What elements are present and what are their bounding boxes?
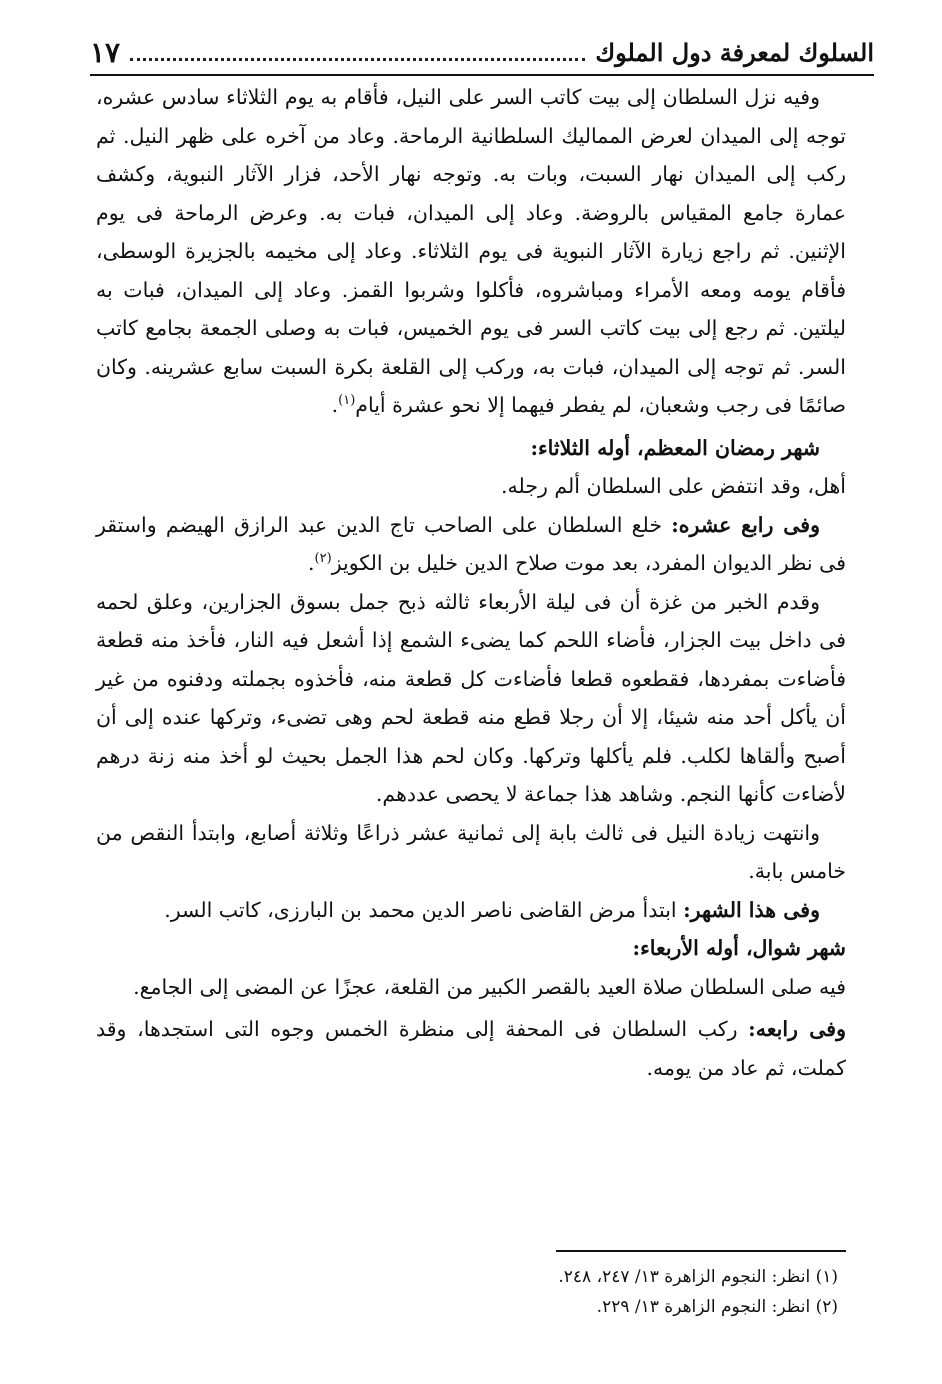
running-header: [90, 30, 874, 76]
section-heading: [96, 929, 846, 968]
paragraph-text: وفيه نزل السلطان إلى بيت كاتب السر على النيل، فأقام به يوم الثلاثاء سادس عشره، توجه إلى الميدان لعرض المماليك السلطانية الرماحة. وعاد من آخره على ظهر النيل. ثم ركب إلى الميدان نهار السبت، وبات به. وتوجه نهار الأحد، فزار الآثار النبوية، وكشف عمارة جامع المقياس بالروضة. وعاد إلى الميدان، فبات به. وعرض الرماحة فى يوم الإثنين. ثم راجع زيارة الآثار النبوية فى يوم الثلاثاء. وعاد إلى مخيمه بالجزيرة الوسطى، فأقام يومه ومعه الأمراء ومباشروه، فأكلوا وشربوا القمز. وعاد إلى الميدان، فبات به ليلتين. ثم رجع إلى بيت كاتب السر فى يوم الخميس، فبات به وصلى الجمعة بجامع كاتب السر. ثم توجه إلى الميدان، فبات به، وركب إلى القلعة بكرة السبت سابع عشرينه. وكان صائمًا فى رجب وشعبان، لم يفطر فيهما إلا نحو عشرة أيام: [96, 85, 846, 417]
footnotes: [96, 1250, 846, 1322]
paragraph-end: .: [308, 551, 315, 575]
paragraph: [96, 78, 846, 425]
paragraph: [96, 891, 846, 930]
paragraph: [96, 506, 846, 583]
paragraph: [96, 1010, 846, 1087]
paragraph-lead: شهر شوال، أوله الأربعاء:: [632, 936, 846, 960]
paragraph-text: فيه صلى السلطان صلاة العيد بالقصر الكبير من القلعة، عجزًا عن المضى إلى الجامع.: [133, 974, 846, 999]
paragraph-lead: شهر رمضان المعظم، أوله الثلاثاء:: [530, 435, 820, 460]
paragraph-text: ابتدأ مرض القاضى ناصر الدين محمد بن البارزى، كاتب السر.: [164, 897, 684, 922]
paragraph-lead: وفى هذا الشهر:: [683, 897, 820, 922]
paragraph: [96, 467, 846, 506]
paragraph-text: أهل، وقد انتفض على السلطان ألم رجله.: [501, 474, 846, 498]
page-body: [96, 78, 846, 1087]
footnote-ref: (١): [338, 393, 356, 409]
paragraph-text: وقدم الخبر من غزة أن فى ليلة الأربعاء ثالثه ذبح جمل بسوق الجزارين، وعلق لحمه فى داخل بيت الجزار، فأضاء اللحم كما يضىء الشمع إذا أشعل فيه النار، فأخذ منه قطعة فأضاءت بمفردها، فقطعوه قطعا فأضاءت كل قطعة منه، فأخذوه بجملته ودفنوه من غير أن يأكل أحد منه شيئا، إلا أن رجلا قطع منه قطعة لحم وهى تضىء، وتركها عنده إلى أن أصبح وألقاها لكلب. فلم يأكلها وتركها. وكان لحم هذا الجمل بحيث لو أخذ منه زنة درهم لأضاءت كأنها النجم. وشاهد هذا جماعة لا يحصى عددهم.: [96, 589, 846, 806]
paragraph: [96, 583, 846, 814]
page-number: ١٧: [90, 35, 121, 69]
paragraph-lead: وفى رابعه:: [748, 1017, 847, 1041]
book-title: السلوك لمعرفة دول الملوك: [595, 37, 874, 67]
section-heading: [96, 429, 846, 468]
footnote-ref: (٢): [314, 551, 332, 567]
paragraph: [96, 968, 846, 1007]
footnote-separator: [556, 1250, 846, 1252]
paragraph-text: وانتهت زيادة النيل فى ثالث بابة إلى ثمانية عشر ذراعًا وثلاثة أصابع، وابتدأ النقص من خامس بابة.: [96, 820, 846, 883]
paragraph-text: ركب السلطان فى المحفة إلى منظرة الخمس وجوه التى استجدها، وقد كملت، ثم عاد من يومه.: [96, 1017, 846, 1080]
header-leader-dots: [130, 44, 585, 61]
paragraph: [96, 814, 846, 891]
footnote: (١) انظر: النجوم الزاهرة ١٣/ ٢٤٧، ٢٤٨.: [558, 1267, 838, 1287]
paragraph-text: خلع السلطان على الصاحب تاج الدين عبد الرازق الهيضم واستقر فى نظر الديوان المفرد، بعد موت صلاح الدين خليل بن الكويز: [96, 512, 846, 575]
footnote: (٢) انظر: النجوم الزاهرة ١٣/ ٢٢٩.: [596, 1297, 838, 1317]
paragraph-end: .: [331, 393, 339, 417]
paragraph-lead: وفى رابع عشره:: [671, 512, 820, 537]
